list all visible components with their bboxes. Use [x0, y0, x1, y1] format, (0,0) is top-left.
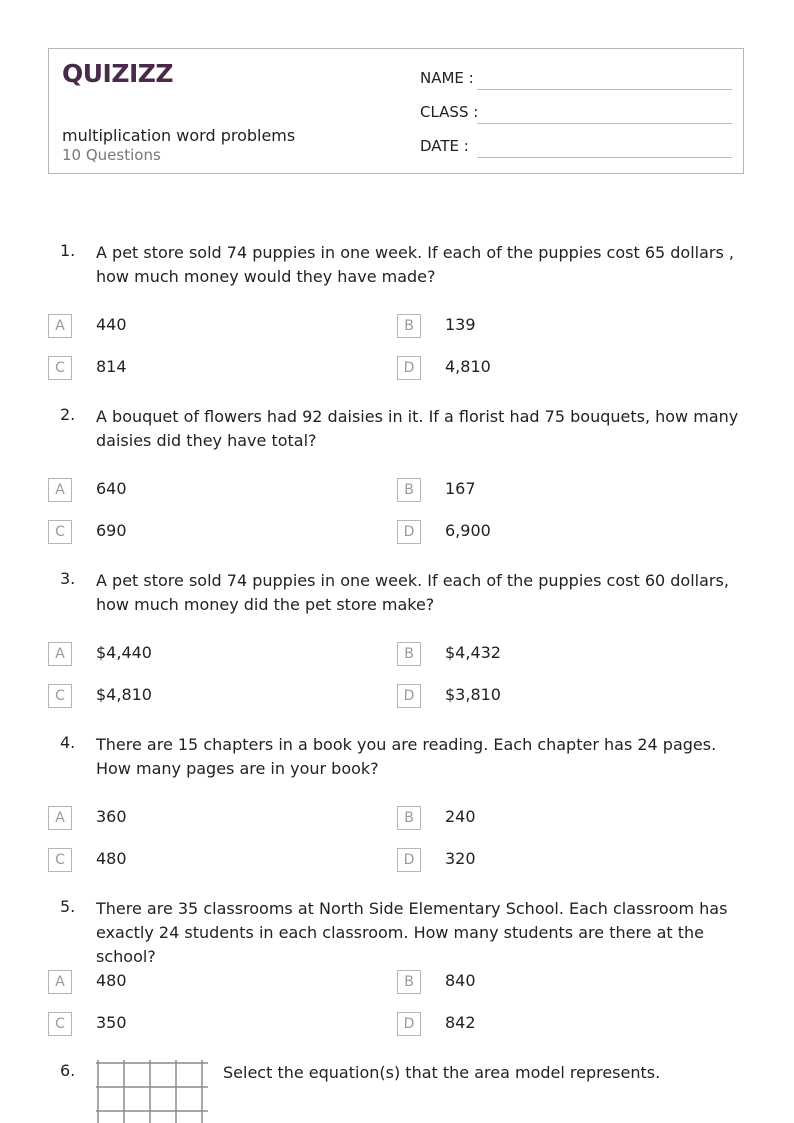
- option-value: 480: [96, 849, 127, 868]
- option-value: 814: [96, 357, 127, 376]
- question-number: 2.: [60, 405, 76, 424]
- quizizz-logo: QUIZIZZ: [62, 59, 174, 88]
- option-letter: C: [48, 356, 72, 380]
- option-value: $4,432: [445, 643, 501, 662]
- option-value: 640: [96, 479, 127, 498]
- question-number: 1.: [60, 241, 76, 260]
- option-letter: B: [397, 478, 421, 502]
- option-letter: D: [397, 356, 421, 380]
- option-letter: A: [48, 478, 72, 502]
- option-value: 350: [96, 1013, 127, 1032]
- option-letter: A: [48, 970, 72, 994]
- option-value: 240: [445, 807, 476, 826]
- area-model-grid-icon: [96, 1060, 208, 1123]
- name-line[interactable]: [477, 89, 732, 90]
- option-value: 4,810: [445, 357, 491, 376]
- worksheet-title: multiplication word problems: [62, 126, 296, 145]
- question-text: A pet store sold 74 puppies in one week. If each of the puppies cost 60 dollars, how much money did the pet store make?: [96, 571, 729, 614]
- option-letter: A: [48, 806, 72, 830]
- name-label: NAME :: [420, 69, 474, 87]
- option-value: $4,440: [96, 643, 152, 662]
- option-letter: A: [48, 314, 72, 338]
- question-count: 10 Questions: [62, 146, 161, 164]
- option-letter: C: [48, 520, 72, 544]
- option-value: 840: [445, 971, 476, 990]
- option-value: 6,900: [445, 521, 491, 540]
- option-letter: B: [397, 806, 421, 830]
- option-letter: C: [48, 1012, 72, 1036]
- option-letter: C: [48, 848, 72, 872]
- option-value: $3,810: [445, 685, 501, 704]
- question-text: A pet store sold 74 puppies in one week. If each of the puppies cost 65 dollars , how much money would they have made?: [96, 243, 734, 286]
- option-letter: C: [48, 684, 72, 708]
- option-letter: D: [397, 848, 421, 872]
- question-number: 5.: [60, 897, 76, 916]
- option-value: 167: [445, 479, 476, 498]
- option-value: 690: [96, 521, 127, 540]
- date-label: DATE :: [420, 137, 469, 155]
- option-value: 360: [96, 807, 127, 826]
- question-number: 6.: [60, 1061, 76, 1080]
- worksheet-header: [48, 48, 744, 174]
- option-letter: A: [48, 642, 72, 666]
- option-letter: D: [397, 684, 421, 708]
- question-text: Select the equation(s) that the area model represents.: [223, 1063, 661, 1082]
- option-value: 139: [445, 315, 476, 334]
- option-letter: B: [397, 970, 421, 994]
- question-text: There are 15 chapters in a book you are reading. Each chapter has 24 pages. How many pages are in your book?: [96, 735, 717, 778]
- option-letter: B: [397, 642, 421, 666]
- class-line[interactable]: [477, 123, 732, 124]
- class-label: CLASS :: [420, 103, 479, 121]
- option-value: 842: [445, 1013, 476, 1032]
- option-value: 480: [96, 971, 127, 990]
- question-number: 3.: [60, 569, 76, 588]
- option-letter: D: [397, 520, 421, 544]
- question-text: A bouquet of flowers had 92 daisies in it. If a florist had 75 bouquets, how many daisies did they have total?: [96, 407, 739, 450]
- option-value: $4,810: [96, 685, 152, 704]
- option-value: 440: [96, 315, 127, 334]
- option-letter: B: [397, 314, 421, 338]
- question-text: There are 35 classrooms at North Side Elementary School. Each classroom has exactly 24 students in each classroom. How many students are there at the school?: [96, 899, 728, 966]
- option-value: 320: [445, 849, 476, 868]
- question-number: 4.: [60, 733, 76, 752]
- date-line[interactable]: [477, 157, 732, 158]
- option-letter: D: [397, 1012, 421, 1036]
